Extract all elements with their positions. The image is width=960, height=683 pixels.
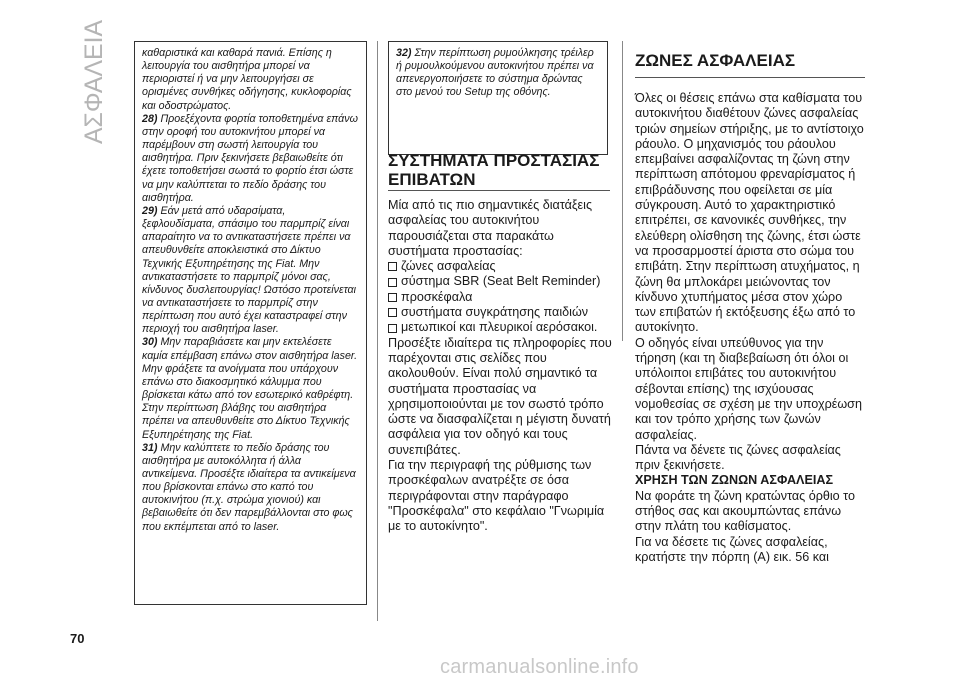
note-text: Μην καλύπτετε το πεδίο δράσης του αισθητήρα με αυτοκόλλητα ή άλλα αντικείμενα. Προσέξτε ιδιαίτερα τα αντικείμενα που βρίσκονται επάνω στο καπό του αυτοκινήτου (π.χ. στρώμα χιονιού) και βεβαιωθείτε ότι δεν παρεμβάλλονται στο φως που εκπέμπεται από το laser.	[142, 441, 356, 533]
square-bullet-icon	[388, 278, 397, 287]
square-bullet-icon	[388, 293, 397, 302]
square-bullet-icon	[388, 308, 397, 317]
section-title-rule	[388, 190, 610, 191]
list-item-label: ζώνες ασφαλείας	[401, 259, 496, 274]
note-number: 31)	[142, 441, 158, 454]
paragraph: Όλες οι θέσεις επάνω στα καθίσματα του αυτοκινήτου διαθέτουν ζώνες ασφαλείας τριών σημείων στήριξης, με το αντίστοιχο ράουλο. Ο μηχανισμός του ράουλου επεμβαίνει ασφαλίζοντας τη ζώνη στην περίπτωση απότομου φρεναρίσματος ή επιβράδυνσης που οφείλεται σε μία σύγκρουση. Αυτό το χαρακτηριστικό επιτρέπει, σε κανονικές συνθήκες, την ελεύθερη ολίσθηση της ζώνης, έτσι ώστε να προσαρμοστεί άριστα στο σώμα του επιβάτη. Στην περίπτωση ατυχήματος, η ζώνη θα μπλοκάρει μειώνοντας τον κίνδυνο χτυπήματος μέσα στον χώρο των επιβατών ή εκτόξευσης έξω από το αυτοκίνητο.	[635, 91, 864, 335]
paragraph: Μία από τις πιο σημαντικές διατάξεις ασφαλείας του αυτοκινήτου παρουσιάζεται στα παρακάτω συστήματα προστασίας:	[388, 198, 593, 258]
page-number: 70	[70, 631, 85, 646]
paragraph: Ο οδηγός είναι υπεύθυνος για την τήρηση (και τη διαβεβαίωση ότι όλοι οι υπόλοιποι επιβάτες του αυτοκινήτου σέβονται επίσης) της ισχύουσας νομοθεσίας σε σχέση με την υποχρέωση και τον τρόπο χρήσης των ζωνών ασφαλείας.	[635, 335, 862, 442]
paragraph: Για την περιγραφή της ρύθμισης των προσκέφαλων ανατρέξτε σε όσα περιγράφονται στην παράγραφο "Προσκέφαλα" στο κεφάλαιο "Γνωριμία με το αυτοκίνητο".	[388, 458, 605, 534]
note-item	[142, 205, 359, 337]
subsection-heading: ΧΡΗΣΗ ΤΩΝ ΖΩΝΩΝ ΑΣΦΑΛΕΙΑΣ	[635, 473, 834, 488]
note-number: 32)	[396, 47, 412, 59]
note-item	[142, 442, 359, 534]
list-item-label: συστήματα συγκράτησης παιδιών	[401, 305, 589, 320]
side-section-title-text: ΑΣΦΑΛΕΙΑ	[80, 18, 108, 144]
list-item	[388, 259, 613, 274]
paragraph: Πάντα να δένετε τις ζώνες ασφαλείας πριν ξεκινήσετε.	[635, 442, 841, 473]
note-text: Εάν μετά από υδαρσίματα, ξεφλουδίσματα, σπάσιμο του παρμπρίζ είναι απαραίτητο να το αντικαταστήσετε πρέπει να απευθυνθείτε αποκλειστικά στο Δίκτυο Τεχνικής Εξυπηρέτησης της Fiat. Μην αντικαταστήσετε το παρμπρίζ μόνοι σας, κίνδυνος δυσλειτουργίας! Ωστόσο προτείνεται να αντικαταστήσετε το παρμπρίζ στην περίπτωση που αυτό έχει καταστραφεί στην περιοχή του αισθητήρα laser.	[142, 204, 357, 336]
note-text: Στην περίπτωση ρυμούλκησης τρέιλερ ή ρυμουλκούμενου αυτοκινήτου πρέπει να απενεργοποιήσετε το σύστημα δρώντας στο μενού του Setup της οθόνης.	[396, 47, 594, 99]
square-bullet-icon	[388, 262, 397, 271]
list-item	[388, 320, 613, 335]
note-number: 29)	[142, 204, 158, 217]
list-item	[388, 305, 613, 320]
warning-notes-box	[134, 41, 367, 605]
list-item	[388, 290, 613, 305]
note-number: 30)	[142, 336, 158, 349]
paragraph: Για να δέσετε τις ζώνες ασφαλείας, κρατήστε την πόρπη (A) εικ. 56 και	[635, 534, 829, 564]
note-item	[142, 113, 359, 205]
paragraph: Να φοράτε τη ζώνη κρατώντας όρθιο το στήθος σας και ακουμπώντας επάνω στην πλάτη του καθίσματος.	[635, 488, 855, 534]
list-item	[388, 274, 613, 289]
side-section-title	[68, 10, 116, 145]
note-intro: καθαριστικά και καθαρά πανιά. Επίσης η λειτουργία του αισθητήρα μπορεί να περιοριστεί ή να μην λειτουργήσει σε ορισμένες συνθήκες οδήγησης, κυκλοφορίας και οδοστρώματος.	[142, 47, 352, 112]
list-item-label: μετωπικοί και πλευρικοί αερόσακοι.	[401, 320, 598, 335]
section-title-passenger-protection: ΣΥΣΤΗΜΑΤΑ ΠΡΟΣΤΑΣΙΑΣ ΕΠΙΒΑΤΩΝ	[388, 151, 600, 189]
towing-note-box	[388, 41, 608, 155]
note-item	[142, 336, 359, 441]
watermark: carmanualsonline.info	[440, 656, 639, 678]
passenger-protection-text	[388, 198, 613, 535]
section-title-rule	[635, 77, 865, 78]
list-item-label: προσκέφαλα	[401, 289, 473, 304]
note-number: 28)	[142, 112, 158, 125]
square-bullet-icon	[388, 324, 397, 333]
section-title-seat-belts: ΖΩΝΕΣ ΑΣΦΑΛΕΙΑΣ	[635, 51, 796, 70]
seat-belts-text	[635, 91, 865, 565]
note-text: Μην παραβιάσετε και μην εκτελέσετε καμία επέμβαση επάνω στον αισθητήρα laser. Μην φράξετε τα ανοίγματα που υπάρχουν επάνω στο διακοσμητικό κάλυμμα που βρίσκεται κάτω από τον εσωτερικό καθρέφτη. Στην περίπτωση βλάβης του αισθητήρα πρέπει να απευθυνθείτε στο Δίκτυο Τεχνικής Εξυπηρέτησης της Fiat.	[142, 336, 358, 441]
column-divider	[377, 41, 378, 621]
list-item-label: σύστημα SBR (Seat Belt Reminder)	[401, 274, 601, 289]
column-divider	[622, 41, 623, 341]
note-text: Προεξέχοντα φορτία τοποθετημένα επάνω στην οροφή του αυτοκινήτου μπορεί να παρέμβουν στη σωστή λειτουργία του αισθητήρα. Πριν ξεκινήσετε βεβαιωθείτε ότι έχετε τοποθετήσει σωστά το φορτίο έτσι ώστε να μην καλύπτεται το πεδίο δράσης του αισθητήρα.	[142, 112, 358, 204]
paragraph: Προσέξτε ιδιαίτερα τις πληροφορίες που παρέχονται στις σελίδες που ακολουθούν. Είναι πολύ σημαντικό τα συστήματα προστασίας να χρησιμοποιούνται με τον σωστό τρόπο ώστε να διασφαλίζεται η μέγιστη δυνατή ασφάλεια για τον οδηγό και τους συνεπιβάτες.	[388, 335, 612, 457]
